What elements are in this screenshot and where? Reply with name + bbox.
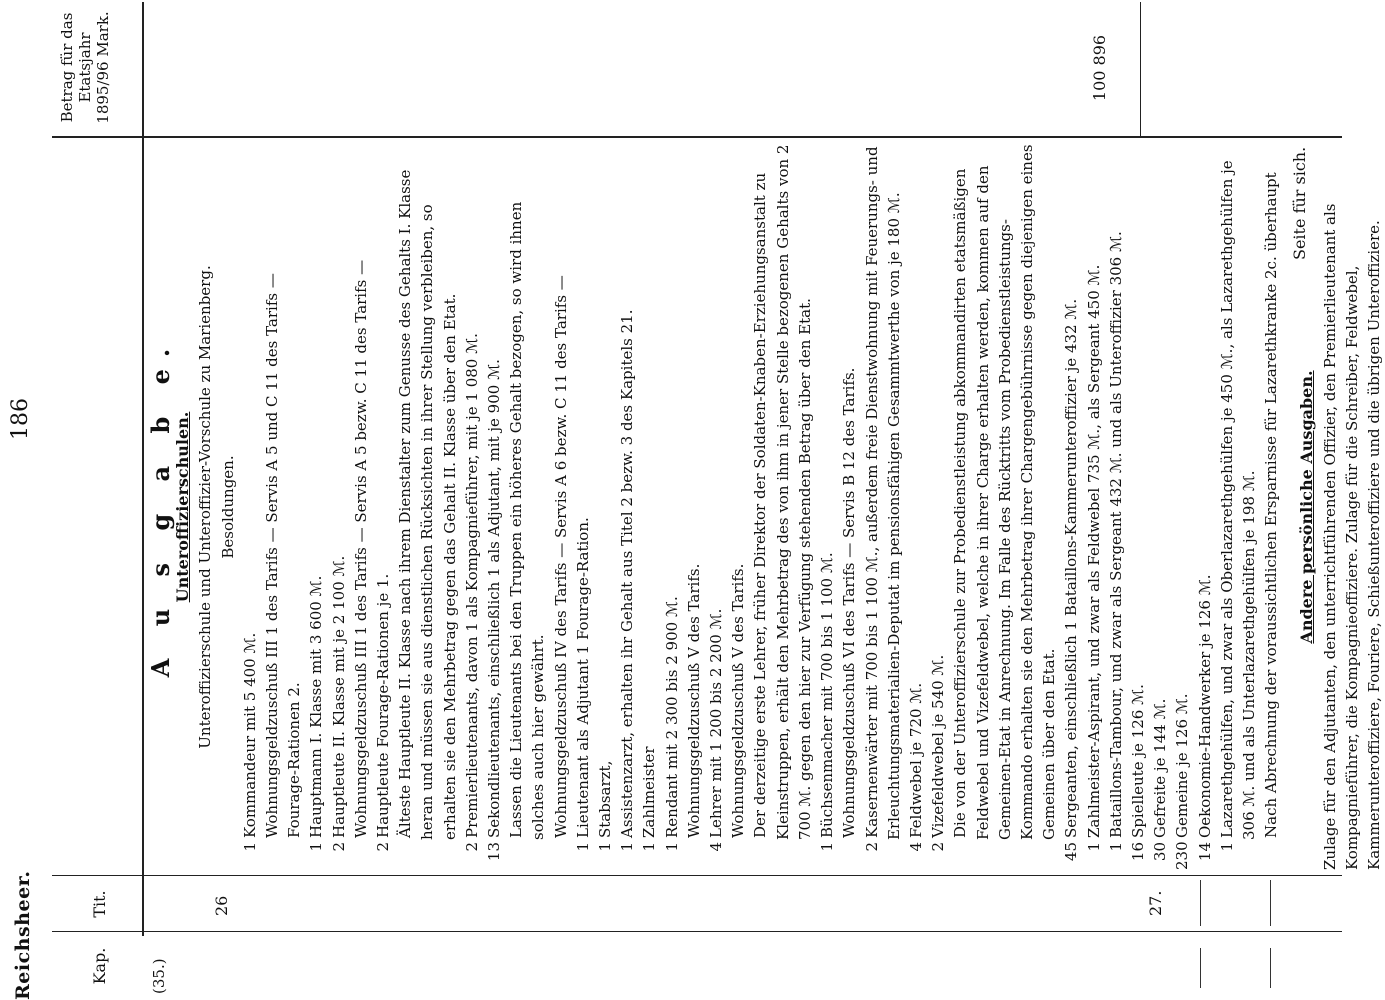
list-item <box>305 144 327 870</box>
entry-count: 16 <box>1128 842 1147 862</box>
subsection-title: Unteroffizierschule und Unteroffizier-Vorschule zu Marienberg. <box>196 265 215 749</box>
divider <box>1270 880 1271 926</box>
entry-count: 4 <box>906 842 925 852</box>
entry-count: 2 <box>374 842 393 852</box>
amount-value: 100 896 <box>1090 34 1109 102</box>
list-item <box>461 144 483 870</box>
entry-text: Sekondlieutenants, einschließlich 1 als Adjutant, mit je 900 ℳ. <box>485 359 504 838</box>
list-item <box>594 144 616 870</box>
divider <box>1200 948 1201 988</box>
kapitel-number: (35.) <box>150 958 168 994</box>
entry-count: 1 <box>240 842 259 852</box>
list-item <box>1149 144 1171 870</box>
list-item <box>505 144 549 870</box>
entry-text: Kasernenwärter mit 700 bis 1 100 ℳ., außerdem freie Dienstwohnung mit Feuerungs- und Erleuchtungsmaterialien-Deputat im pensionsfähigen Gesammtwerthe von je 180 ℳ. <box>862 146 903 840</box>
entry-text: Lazarethgehülfen, und zwar als Oberlazarethgehülfen je 450 ℳ., als Lazarethgehülfen je 306 ℳ. und als Unterlazarethgehülfen je 198 ℳ. <box>1217 160 1258 840</box>
entry-text: Der derzeitige erste Lehrer, früher Direktor der Soldaten-Knaben-Erziehungsanstalt zu Kleinstruppen, erhält den Mehrbetrag des von ihm in jener Stelle bezogenen Gehalts von 2 700 ℳ. gegen den hier zur Verfügung stehenden Betrag über den Etat. <box>751 144 814 840</box>
list-item <box>1060 144 1082 870</box>
list-item <box>483 144 505 870</box>
entry-count: 1 <box>1084 842 1103 852</box>
running-head <box>8 0 48 1000</box>
list-item <box>372 144 394 870</box>
ausgabe-heading: A u s g a b e. <box>146 336 175 678</box>
list-item <box>949 144 1060 870</box>
entry-text: Zahlmeister <box>640 746 659 838</box>
entry-text: Wohnungsgeldzuschuß V des Tarifs. <box>729 563 748 838</box>
entry-text: Lieutenant als Adjutant 1 Fourage-Ration. <box>573 517 592 838</box>
entry-count: 1 <box>1217 842 1236 852</box>
entry-text: Fourage-Rationen 2. <box>285 682 304 838</box>
list-item <box>1083 144 1105 870</box>
list-item <box>1216 144 1260 870</box>
list-item <box>638 144 660 870</box>
entry-text: Gemeine je 126 ℳ. <box>1173 693 1192 838</box>
entry-count: 2 <box>929 842 948 852</box>
column-header-kap: Kap. <box>90 947 109 985</box>
entry-text: Wohnungsgeldzuschuß III 1 des Tarifs — Servis A 5 bezw. C 11 des Tarifs — <box>351 259 370 838</box>
list-item <box>1127 144 1149 870</box>
entry-text: Hauptleute II. Klasse mit je 2 100 ℳ. <box>329 555 348 838</box>
entry-count: 1 <box>596 842 615 852</box>
entry-text: Wohnungsgeldzuschuß III 1 des Tarifs — Servis A 5 und C 11 des Tarifs — <box>263 273 282 838</box>
entry-count: 30 <box>1151 842 1170 862</box>
entry-count: 2 <box>329 842 348 852</box>
column-rule-kap <box>52 931 1342 932</box>
section-title: Unteroffizierschulen. <box>173 411 193 603</box>
divider <box>1270 948 1271 988</box>
entry-text: Hauptmann I. Klasse mit 3 600 ℳ. <box>307 575 326 838</box>
entry-text: Spielleute je 126 ℳ. <box>1128 684 1147 838</box>
entry-text: Wohnungsgeldzuschuß VI des Tarifs — Servis B 12 des Tarifs. <box>840 367 859 838</box>
entry-count: 1 <box>640 842 659 852</box>
list-item <box>283 144 305 870</box>
entry-count: 1 <box>307 842 326 852</box>
entry-text: Wohnungsgeldzuschuß V des Tarifs. <box>684 563 703 838</box>
list-item <box>705 144 727 870</box>
divider <box>1200 880 1201 926</box>
list-item <box>239 144 261 870</box>
column-rule-betrag <box>52 136 1342 138</box>
entry-text: Büchsenmacher mit 700 bis 1 100 ℳ. <box>818 552 837 838</box>
list-item <box>1171 144 1193 870</box>
entry-text: Die von der Unteroffizierschule zur Probedienstleistung abkommandirten etatsmäßigen Feldwebel und Vizefeldwebel, welche in ihrer Charge erhalten werden, kommen auf den Gemeinen-Etat in Anrechnung. Im Falle des Rücktritts vom Probedienstleistungs-Kommando erhalten sie den Mehrbetrag ihrer Chargengebührnisse gegen diejenigen eines Gemeinen über den Etat. <box>951 144 1059 840</box>
list-item <box>838 144 860 870</box>
column-header-tit: Tit. <box>90 890 109 918</box>
list-item <box>572 144 594 870</box>
entry-text: Sergeanten, einschließlich 1 Bataillons-Kammerunteroffizier je 432 ℳ. <box>1062 298 1081 838</box>
entry-count: 45 <box>1062 842 1081 862</box>
entry-text: Zahlmeister-Aspirant, und zwar als Feldwebel 735 ℳ., als Sergeant 450 ℳ. <box>1084 264 1103 838</box>
entry-count: 1 <box>1106 842 1125 852</box>
list-item <box>1105 144 1127 870</box>
page-number: 186 <box>8 398 33 440</box>
andere-text: Zulage für den Adjutanten, den unterrichtführenden Offizier, den Premierlieutenant als Kompagnieführer, die Kompagnieoffiziere. Zulage für die Schreiber, Feldwebel, Kammerunteroffiziere, Fouriere, Schießunteroffiziere und die übrigen Unteroffiziere. <box>1320 203 1383 870</box>
footer-note: Seite für sich. <box>1290 146 1309 260</box>
entry-count: 230 <box>1173 841 1192 870</box>
list-item <box>328 144 350 870</box>
entry-count: 1 <box>818 842 837 852</box>
entry-count: 13 <box>485 842 504 862</box>
entry-count: 14 <box>1195 842 1214 862</box>
entry-text: Lassen die Lieutenants bei den Truppen ein höheres Gehalt bezogen, so wird ihnen solches auch hier gewährt. <box>507 201 548 840</box>
titel-number: 27. <box>1146 890 1165 916</box>
running-head-title: Reichsheer. <box>12 870 34 1000</box>
list-item <box>683 144 705 870</box>
entry-text: Feldwebel je 720 ℳ. <box>906 682 925 838</box>
entry-count: 4 <box>707 842 726 852</box>
list-item <box>861 144 905 870</box>
entry-text: Oekonomie-Handwerker je 126 ℳ. <box>1195 574 1214 838</box>
entry-text: Gefreite je 144 ℳ. <box>1151 698 1170 838</box>
entry-text: Lehrer mit 1 200 bis 2 200 ℳ. <box>707 608 726 838</box>
entry-text: Assistenzarzt, erhalten ihr Gehalt aus Titel 2 bezw. 3 des Kapitels 21. <box>618 309 637 838</box>
column-header-betrag: Betrag für das Etatsjahr 1895/96 Mark. <box>58 11 112 124</box>
list-item <box>550 144 572 870</box>
list-item <box>1260 144 1282 870</box>
entry-list <box>239 144 1283 870</box>
entry-text: Rendant mit 2 300 bis 2 900 ℳ. <box>662 596 681 838</box>
list-item <box>727 144 749 870</box>
entry-text: Premierlieutenants, davon 1 als Kompagnieführer, mit je 1 080 ℳ. <box>462 333 481 838</box>
header-rule <box>142 2 144 936</box>
entry-text: Bataillons-Tambour, und zwar als Sergeant 432 ℳ. und als Unteroffizier 306 ℳ. <box>1106 231 1125 838</box>
list-item <box>927 144 949 870</box>
entry-text: Nach Abrechnung der voraussichtlichen Ersparnisse für Lazarethkranke 2c. überhaupt <box>1262 172 1281 838</box>
list-item <box>261 144 283 870</box>
entry-count: 1 <box>618 842 637 852</box>
entry-text: Hauptleute Fourage-Rationen je 1. <box>374 573 393 838</box>
sum-rule <box>1140 2 1141 138</box>
list-item <box>905 144 927 870</box>
list-item <box>616 144 638 870</box>
entry-count: 2 <box>862 842 881 852</box>
column-rule-tit <box>52 875 1342 876</box>
list-item <box>749 144 816 870</box>
entry-count: 2 <box>462 842 481 852</box>
list-item <box>350 144 372 870</box>
entry-text: Vizefeldwebel je 540 ℳ. <box>929 654 948 838</box>
list-item <box>816 144 838 870</box>
entry-count: 1 <box>662 842 681 852</box>
list-item <box>394 144 461 870</box>
besoldungen-heading: Besoldungen. <box>218 455 237 559</box>
entry-text: Wohnungsgeldzuschuß IV des Tarifs — Servis A 6 bezw. C 11 des Tarifs — <box>551 275 570 838</box>
document-body <box>146 144 1385 870</box>
andere-title: Andere persönliche Ausgaben. <box>1297 370 1317 644</box>
list-item <box>1194 144 1216 870</box>
entry-text: Älteste Hauptleute II. Klasse nach ihrem Dienstalter zum Genusse des Gehalts I. Klasse heran und müssen sie aus dienstlichen Rücksichten in ihrer Stellung verbleiben, so erhalten sie den Mehrbetrag gegen das Gehalt II. Klasse über den Etat. <box>396 169 459 840</box>
entry-count: 1 <box>573 842 592 852</box>
entry-text: Stabsarzt, <box>596 760 615 838</box>
entry-text: Kommandeur mit 5 400 ℳ. <box>240 632 259 838</box>
list-item <box>661 144 683 870</box>
titel-number: 26 <box>212 895 231 916</box>
